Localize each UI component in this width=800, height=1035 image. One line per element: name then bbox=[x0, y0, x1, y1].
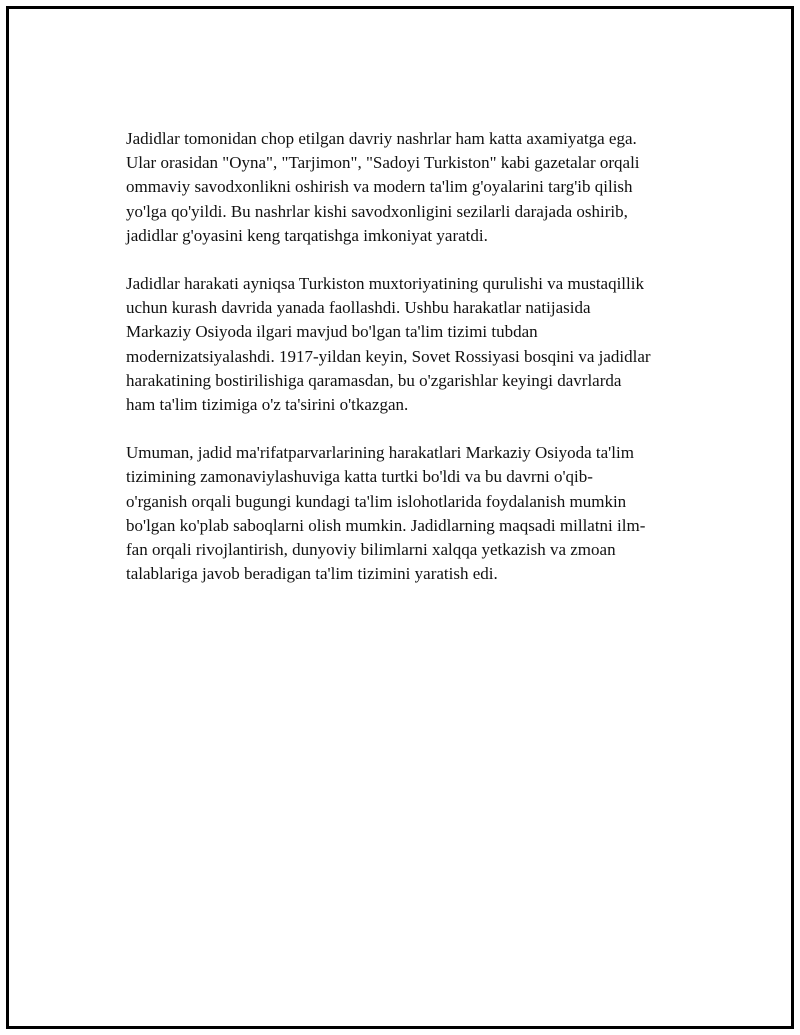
document-body bbox=[126, 127, 696, 610]
text-line: ommaviy savodxonlikni oshirish va modern ta'lim g'oyalarini targ'ib qilish bbox=[126, 177, 633, 197]
text-line: harakatining bostirilishiga qaramasdan, bu o'zgarishlar keyingi davrlarda bbox=[126, 370, 622, 390]
text-line: Umuman, jadid ma'rifatparvarlarining harakatlari Markaziy Osiyoda ta'lim bbox=[126, 443, 634, 463]
text-line: bo'lgan ko'plab saboqlarni olish mumkin. Jadidlarning maqsadi millatni ilm- bbox=[126, 515, 646, 535]
text-line: o'rganish orqali bugungi kundagi ta'lim islohotlarida foydalanish mumkin bbox=[126, 491, 627, 511]
text-line: yo'lga qo'yildi. Bu nashrlar kishi savodxonligini sezilarli darajada oshirib, bbox=[126, 201, 628, 221]
text-line: modernizatsiyalashdi. 1917-yildan keyin, Sovet Rossiyasi bosqini va jadidlar bbox=[126, 346, 651, 366]
text-line: talablariga javob beradigan ta'lim tizimini yaratish edi. bbox=[126, 564, 498, 584]
page-frame bbox=[6, 6, 794, 1029]
text-line: tizimining zamonaviylashuviga katta turtki bo'ldi va bu davrni o'qib- bbox=[126, 467, 593, 487]
paragraph-2 bbox=[126, 272, 696, 417]
paragraph-3 bbox=[126, 441, 696, 586]
text-line: Jadidlar harakati ayniqsa Turkiston muxtoriyatining qurulishi va mustaqillik bbox=[126, 274, 644, 294]
text-line: ham ta'lim tizimiga o'z ta'sirini o'tkazgan. bbox=[126, 395, 409, 415]
text-line: Markaziy Osiyoda ilgari mavjud bo'lgan ta'lim tizimi tubdan bbox=[126, 322, 538, 342]
text-line: Ular orasidan "Oyna", "Tarjimon", "Sadoyi Turkiston" kabi gazetalar orqali bbox=[126, 153, 640, 173]
paragraph-1 bbox=[126, 127, 696, 248]
text-line: fan orqali rivojlantirish, dunyoviy bilimlarni xalqqa yetkazish va zmoan bbox=[126, 540, 616, 560]
text-line: uchun kurash davrida yanada faollashdi. Ushbu harakatlar natijasida bbox=[126, 298, 591, 318]
text-line: jadidlar g'oyasini keng tarqatishga imkoniyat yaratdi. bbox=[126, 225, 488, 245]
text-line: Jadidlar tomonidan chop etilgan davriy nashrlar ham katta axamiyatga ega. bbox=[126, 129, 637, 148]
